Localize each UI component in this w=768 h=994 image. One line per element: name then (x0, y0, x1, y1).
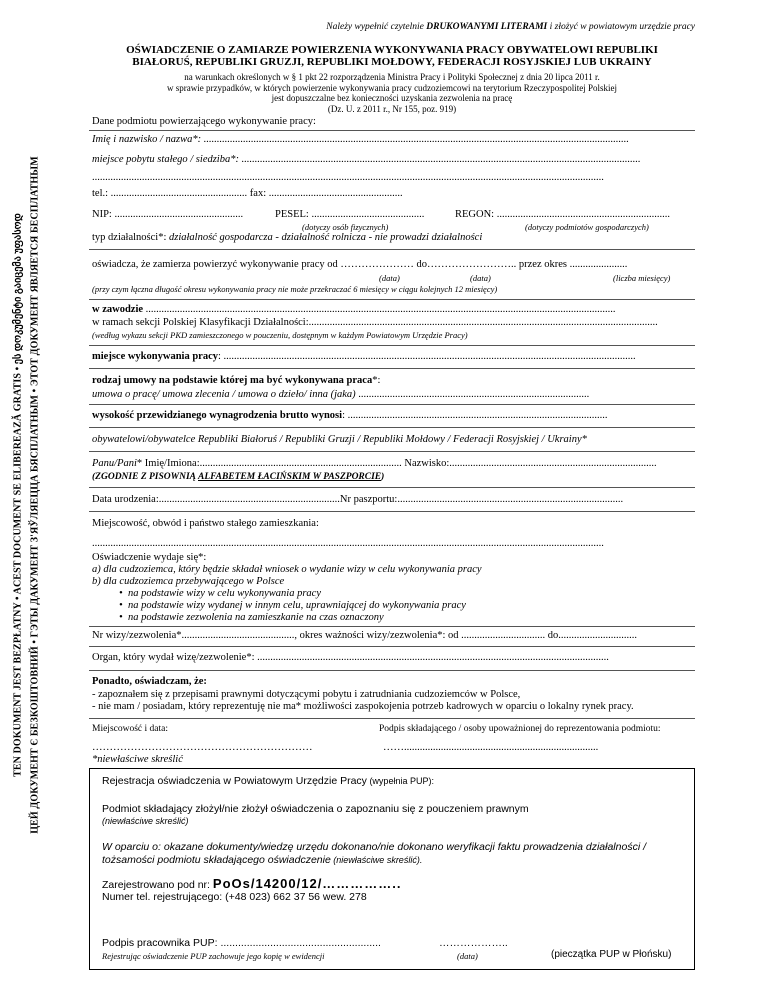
form-subtitle: na warunkach określonych w § 1 pkt 22 rozporządzenia Ministra Pracy i Polityki Społecznej z dnia 20 lipca 2011 r. w sprawie przypadków, w których powierzenie wykonywania pracy cudzoziemcowi na terytorium Rzeczypospolitej Polskiej jest dopuszczalne bez konieczności uzyskania zezwolenia na pracę (Dz. U. z 2011 r., Nr 155, poz. 919) (166, 72, 618, 114)
side-text-1 (10, 20, 26, 970)
contract-options-field[interactable]: umowa o pracę/ umowa zlecenia / umowa o dzieło/ inna (jaka) ........................................................................................ (92, 389, 590, 400)
based-on-line-2[interactable]: tożsamości podmiotu składającego oświadczenie (niewłaściwe skreślić). (102, 854, 423, 866)
divider (89, 249, 695, 250)
submitted-note: (niewłaściwe skreślić) (102, 816, 189, 826)
employer-name-field[interactable]: Imię i nazwisko / nazwa*: .................................................................................................................................................................. (92, 134, 629, 145)
regon-note: (dotyczy podmiotów gospodarczych) (525, 222, 649, 232)
birth-passport-field[interactable]: Data urodzenia:.....................................................................Nr paszportu:...................................................................................... (92, 494, 624, 505)
divider (89, 404, 695, 405)
pkd-note: (według wykazu sekcji PKD zamieszczonego w pouczeniu, dostępnym w każdym Powiatowym Urzędzie Pracy) (92, 330, 468, 340)
tel-fax-field[interactable]: tel.: .................................................... fax: ................................................... (92, 188, 403, 199)
place-date-label: Miejscowość i data: (92, 724, 168, 734)
divider (89, 299, 695, 300)
bullet-option-2[interactable]: • na podstawie wizy wydanej w innym celu, uprawniającej do wykonywania pracy (119, 600, 466, 611)
divider (89, 130, 695, 131)
issuing-body-field[interactable]: Organ, który wydał wizę/zezwolenie*: ...................................................................................................................................... (92, 652, 609, 663)
nip-field[interactable]: NIP: ................................................. (92, 209, 244, 220)
pesel-field[interactable]: PESEL: ........................................... (275, 209, 425, 220)
months-label: (liczba miesięcy) (613, 273, 671, 283)
pup-date-field[interactable]: ……………….. (439, 937, 508, 949)
divider (89, 368, 695, 369)
submitted-line[interactable]: Podmiot składający złożył/nie złożył oświadczenia o zapoznaniu się z pouczeniem prawnym (102, 803, 529, 815)
regon-field[interactable]: REGON: .................................................................. (455, 209, 670, 220)
signature-label: Podpis składającego / osoby upoważnionej do reprezentowania podmiotu: (379, 724, 661, 734)
workplace-field[interactable]: miejsce wykonywania pracy: ............................................................................................................................................................. (92, 351, 636, 362)
activity-type: typ działalności*: działalność gospodarcza - działalność rolnicza - nie prowadzi działalności (92, 232, 483, 243)
citizenship-options[interactable]: obywatelowi/obywatelce Republiki Białoruś / Republiki Gruzji / Republiki Mołdowy / Federacji Rosyjskiej / Ukrainy* (92, 434, 587, 445)
occupation-field[interactable]: w zawodzie ................................................................................................................................................................................... (92, 304, 616, 315)
place-date-field[interactable]: ……………………………………………………… (92, 742, 313, 753)
signature-field[interactable]: …….......................................................................... (383, 742, 599, 753)
residence-label: Miejscowość, obwód i państwo stałego zamieszkania: (92, 518, 319, 529)
pup-stamp-label: (pieczątka PUP w Płońsku) (551, 949, 672, 960)
registration-title: Rejestracja oświadczenia w Powiatowym Urzędzie Pracy (wypełnia PUP): (102, 775, 434, 787)
pkd-field[interactable]: w ramach sekcji Polskiej Klasyfikacji Działalności:..................................................................................................................................... (92, 317, 658, 328)
fill-instruction: Należy wypełnić czytelnie DRUKOWANYMI LITERAMI i złożyć w powiatowym urzędzie pracy (326, 22, 695, 32)
divider (89, 626, 695, 627)
salary-field[interactable]: wysokość przewidzianego wynagrodzenia brutto wynosi: ................................................................................................... (92, 410, 608, 421)
contract-label: rodzaj umowy na podstawie której ma być wykonywana praca*: (92, 375, 381, 386)
divider (89, 511, 695, 512)
side-text-2-content: ЦЕЙ ДОКУМЕНТ Є БЕЗКОШТОВНИЙ • ГЭТЫ ДАКУМЕНТ З'ЯЎЛЯЕЦЦА БЯСПЛАТНЫМ • ЭТОТ ДОКУМЕНТ ЯВЛЯЕТСЯ БЕСПЛАТНЫМ (29, 156, 41, 834)
period-note: (przy czym łączna długość okresu wykonywania pracy nie może przekraczać 6 miesięcy w ciągu kolejnych 12 miesięcy) (92, 284, 498, 294)
date-to-label: (data) (470, 273, 491, 283)
pesel-note: (dotyczy osób fizycznych) (302, 222, 389, 232)
strike-note: *niewłaściwe skreślić (92, 754, 183, 765)
employer-section-label: Dane podmiotu powierzającego wykonywanie pracy: (92, 116, 316, 127)
divider (89, 670, 695, 671)
statement-title: Ponadto, oświadczam, że: (92, 676, 207, 687)
registrar-phone: Numer tel. rejestrującego: (+48 023) 662 37 56 wew. 278 (102, 891, 367, 903)
registration-number[interactable]: Zarejestrowano pod nr: PoOs/14200/12/…………….. (102, 876, 402, 891)
employment-period-field[interactable]: oświadcza, że zamierza powierzyć wykonywanie pracy od ………………… do…………………….. przez okres ...................... (92, 259, 628, 270)
divider (89, 646, 695, 647)
date-from-label: (data) (379, 273, 400, 283)
statement-line-1: - zapoznałem się z przepisami prawnymi dotyczącymi pobytu i zatrudniania cudzoziemców w Polsce, (92, 689, 521, 700)
bullet-option-3[interactable]: • na podstawie zezwolenia na zamieszkanie na czas oznaczony (119, 612, 384, 623)
option-b[interactable]: b) dla cudzoziemca przebywającego w Polsce (92, 576, 285, 587)
statement-line-2: - nie mam / posiadam, który reprezentuję nie ma* możliwości zaspokojenia potrzeb kadrowych w oparciu o lokalny rynek pracy. (92, 701, 634, 712)
issued-for-label: Oświadczenie wydaje się*: (92, 552, 207, 563)
side-text-2 (27, 20, 43, 970)
divider (89, 345, 695, 346)
divider (89, 451, 695, 452)
employer-address-field[interactable]: miejsce pobytu stałego / siedziba*: ........................................................................................................................................................ (92, 154, 641, 165)
pup-date-label: (data) (457, 951, 478, 961)
pup-signature-field[interactable]: Podpis pracownika PUP: ....................................................... (102, 937, 381, 949)
employer-address-field-2[interactable]: ................................................................................................................................................................................................... (92, 172, 604, 183)
residence-field[interactable]: ................................................................................................................................................................................................... (92, 538, 604, 549)
registration-box (89, 768, 695, 970)
visa-number-field[interactable]: Nr wizy/zezwolenia*..........................................., okres ważności wizy/zezwolenia*: od ................................ do.............................. (92, 630, 638, 641)
based-on-line[interactable]: W oparciu o: okazane dokumenty/wiedzę urzędu dokonano/nie dokonano weryfikacji faktu prowadzenia działalności / (102, 841, 646, 853)
bullet-option-1[interactable]: • na podstawie wizy w celu wykonywania pracy (119, 588, 321, 599)
option-a[interactable]: a) dla cudzoziemca, który będzie składał wniosek o wydanie wizy w celu wykonywania pracy (92, 564, 482, 575)
latin-note: (ZGODNIE Z PISOWNIĄ ALFABETEM ŁACIŃSKIM W PASZPORCIE) (92, 472, 385, 482)
form-title: OŚWIADCZENIE O ZAMIARZE POWIERZENIA WYKONYWANIA PRACY OBYWATELOWI REPUBLIKI BIAŁORUŚ, REPUBLIKI GRUZJI, REPUBLIKI MOŁDOWY, FEDERACJI ROSYJSKIEJ LUB UKRAINY (126, 44, 658, 68)
divider (89, 718, 695, 719)
pup-signature-note: Rejestrując oświadczenie PUP zachowuje jego kopię w ewidencji (102, 951, 325, 961)
activity-options[interactable]: działalność gospodarcza - działalność rolnicza - nie prowadzi działalności (168, 232, 483, 243)
side-text-1-content: TEN DOKUMENT JEST BEZPŁATNY • ACEST DOCUMENT SE ELIBEREAZĂ GRATIS • ეს დოკუმენტი გაიცემა უფასოდ (12, 213, 24, 777)
divider (89, 487, 695, 488)
foreigner-name-field[interactable]: Panu/Pani* Imię/Imiona:............................................................................. Nazwisko:............................................................................... (92, 458, 657, 469)
divider (89, 427, 695, 428)
